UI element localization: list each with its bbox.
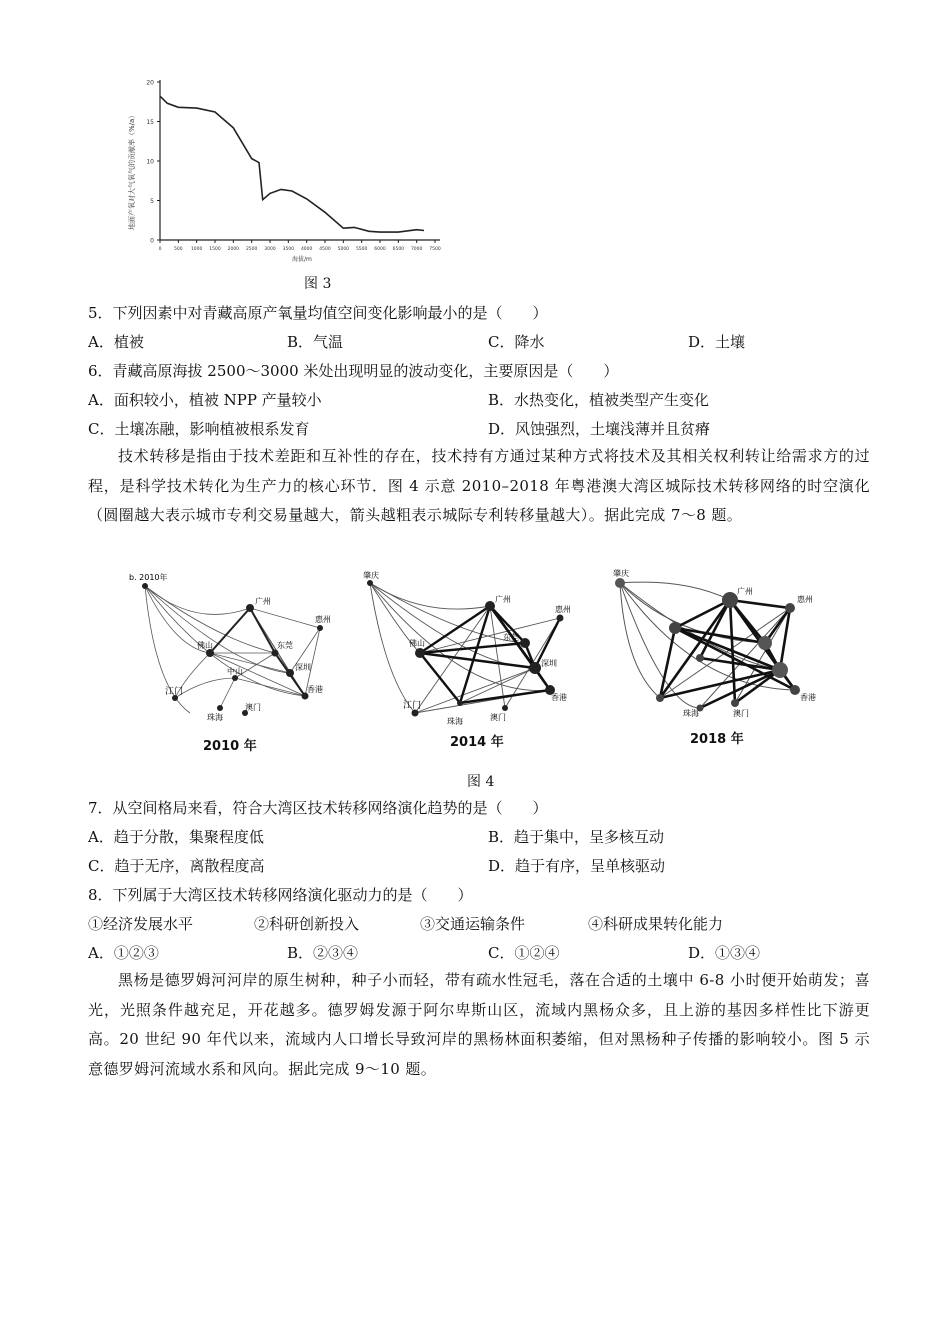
- city-label-zhuhai: 珠海: [447, 717, 463, 726]
- city-label-dongguan: 东莞: [503, 633, 519, 642]
- x-tick-label: 6000: [374, 247, 386, 252]
- y-tick-label: 10: [146, 158, 154, 166]
- city-node-dongguan: [272, 650, 279, 657]
- x-tick-label: 3000: [264, 247, 276, 252]
- city-label-guangzhou: 广州: [255, 597, 271, 606]
- city-node-shenzhen: [286, 669, 294, 677]
- question-7-option-b: B．趋于集中，呈多核互动: [488, 828, 665, 846]
- city-node-guangzhou: [485, 601, 495, 611]
- x-tick-label: 1000: [190, 247, 203, 252]
- figure-3-line-chart: [120, 70, 470, 265]
- x-tick-label: 3500: [282, 247, 295, 252]
- city-label-guangzhou: 广州: [737, 587, 753, 596]
- city-node-foshan: [206, 649, 214, 657]
- city-label-zhongshan: 中山: [227, 667, 243, 676]
- city-label-zhaoqing: 肇庆: [613, 569, 629, 578]
- question-8-factor-3: ③交通运输条件: [420, 915, 526, 933]
- x-tick-label: 4500: [319, 247, 331, 252]
- x-tick-label: 6500: [392, 247, 405, 252]
- network-map-2014: [355, 568, 585, 728]
- city-label-foshan: 佛山: [197, 641, 213, 650]
- x-tick-label: 0: [158, 247, 162, 252]
- year-label-2018: 2018 年: [690, 732, 744, 747]
- city-label-jiangmen: 江门: [165, 687, 184, 697]
- figure-4-caption: 图 4: [467, 774, 495, 790]
- passage-technology-transfer: 技术转移是指由于技术差距和互补性的存在，技术持有方通过某种方式将技术及其相关权利转让给需求方的过程，是科学技术转化为生产力的核心环节．图 4 示意 2010–2018 年粤港澳大湾区城际技术转移网络的时空演化（圆圈越大表示城市专利交易量越大，箭头越粗表示城际专利转移量越大）。据此完成 7～8 题。: [88, 447, 870, 524]
- city-label-hongkong: 香港: [307, 685, 323, 694]
- city-node-zhuhai: [217, 705, 223, 711]
- question-5-option-a: A．植被: [88, 333, 144, 351]
- question-8-factor-2: ②科研创新投入: [254, 915, 360, 933]
- x-tick-label: 2000: [227, 247, 240, 252]
- question-8-factor-1: ①经济发展水平: [88, 915, 194, 933]
- figure-3: [120, 70, 470, 265]
- city-label-zhaoqing: 肇庆: [363, 571, 379, 580]
- city-label-guangzhou: 广州: [495, 595, 511, 604]
- question-6-option-b: B．水热变化，植被类型产生变化: [488, 391, 710, 409]
- city-label-zhuhai: 珠海: [683, 709, 699, 718]
- figure-3-caption: 图 3: [304, 276, 332, 292]
- chart-axes: [160, 80, 440, 240]
- city-label-macau: 澳门: [490, 713, 506, 722]
- question-8-option-a: A．①②③: [88, 944, 159, 962]
- question-5-option-d: D．土壤: [688, 333, 746, 351]
- city-label-zhuhai: 珠海: [207, 713, 223, 722]
- city-label-shenzhen: 深圳: [541, 659, 557, 668]
- y-tick-label: 5: [150, 198, 154, 205]
- y-tick-group: [146, 80, 160, 245]
- question-5-option-b: B．气温: [287, 333, 344, 351]
- x-tick-group: [159, 240, 441, 252]
- question-7-option-d: D．趋于有序，呈单核驱动: [488, 857, 666, 875]
- city-label-huizhou: 惠州: [555, 605, 571, 614]
- question-8-factor-4: ④科研成果转化能力: [588, 915, 724, 933]
- question-5-option-c: C．降水: [488, 333, 545, 351]
- x-tick-label: 4000: [300, 247, 313, 252]
- city-label-macau: 澳门: [733, 709, 749, 718]
- city-label-shenzhen: 深圳: [295, 663, 311, 672]
- y-tick-label: 0: [150, 237, 154, 245]
- x-tick-label: 7500: [429, 247, 441, 252]
- y-tick-label: 15: [146, 119, 154, 126]
- city-label-jiangmen: 江门: [403, 701, 422, 711]
- figure-4: [115, 568, 835, 768]
- question-7-option-a: A．趋于分散，集聚程度低: [88, 828, 264, 846]
- city-node-guangzhou: [246, 604, 254, 612]
- city-label-macau: 澳门: [245, 703, 261, 712]
- question-8-option-d: D．①③④: [688, 944, 761, 962]
- x-tick-label: 2500: [245, 247, 258, 252]
- y-axis-label: 地面产氧对大气氧气的贡献率（%/a）: [128, 111, 136, 230]
- x-axis-label: 海拔/m: [292, 256, 312, 263]
- passage-black-poplar: 黑杨是德罗姆河河岸的原生树种，种子小而轻，带有疏水性冠毛，落在合适的土壤中 6-8 小时便开始萌发；喜光，光照条件越充足，开花越多。德罗姆发源于阿尔卑斯山区，流域内黑杨众多，且上游的基因多样性比下游更高。20 世纪 90 年代以来，流域内人口增长导致河岸的黑杨林面积萎缩，但对黑杨种子传播的影响较小。图 5 示意德罗姆河流域水系和风向。据此完成 9～10 题。: [88, 971, 870, 1078]
- question-7-option-c: C．趋于无序，离散程度高: [88, 857, 265, 875]
- city-label-huizhou: 惠州: [797, 595, 813, 604]
- question-6-option-a: A．面积较小，植被 NPP 产量较小: [88, 391, 322, 409]
- x-tick-label: 500: [174, 247, 183, 252]
- x-tick-label: 1500: [209, 247, 221, 252]
- city-label-dongguan: 东莞: [277, 641, 293, 650]
- year-label-2010: 2010 年: [203, 739, 257, 754]
- question-8-option-b: B．②③④: [287, 944, 359, 962]
- x-tick-label: 5000: [337, 247, 350, 252]
- question-5-stem: 5．下列因素中对青藏高原产氧量均值空间变化影响最小的是（ ）: [88, 304, 548, 322]
- x-tick-label: 5500: [355, 247, 368, 252]
- city-node-zhaoqing: [142, 583, 148, 589]
- question-6-option-c: C．土壤冻融，影响植被根系发育: [88, 420, 310, 438]
- question-7-stem: 7．从空间格局来看，符合大湾区技术转移网络演化趋势的是（ ）: [88, 799, 548, 817]
- city-label-huizhou: 惠州: [315, 615, 331, 624]
- question-6-option-d: D．风蚀强烈，土壤浅薄并且贫瘠: [488, 420, 711, 438]
- network-map-2010: [115, 568, 345, 728]
- question-8-stem: 8．下列属于大湾区技术转移网络演化驱动力的是（ ）: [88, 886, 473, 904]
- network-map-2018: [605, 568, 835, 728]
- city-label-hongkong: 香港: [551, 693, 567, 702]
- question-6-stem: 6．青藏高原海拔 2500～3000 米处出现明显的波动变化，主要原因是（ ）: [88, 362, 619, 380]
- city-node-huizhou: [317, 625, 323, 631]
- question-8-option-c: C．①②④: [488, 944, 560, 962]
- y-tick-label: 20: [146, 79, 154, 87]
- city-label-hongkong: 香港: [800, 693, 816, 702]
- panel-title-label: b. 2010年: [129, 573, 168, 582]
- data-line: [160, 96, 424, 232]
- year-label-2014: 2014 年: [450, 735, 504, 750]
- x-tick-label: 7000: [410, 247, 423, 252]
- city-label-foshan: 佛山: [409, 639, 425, 648]
